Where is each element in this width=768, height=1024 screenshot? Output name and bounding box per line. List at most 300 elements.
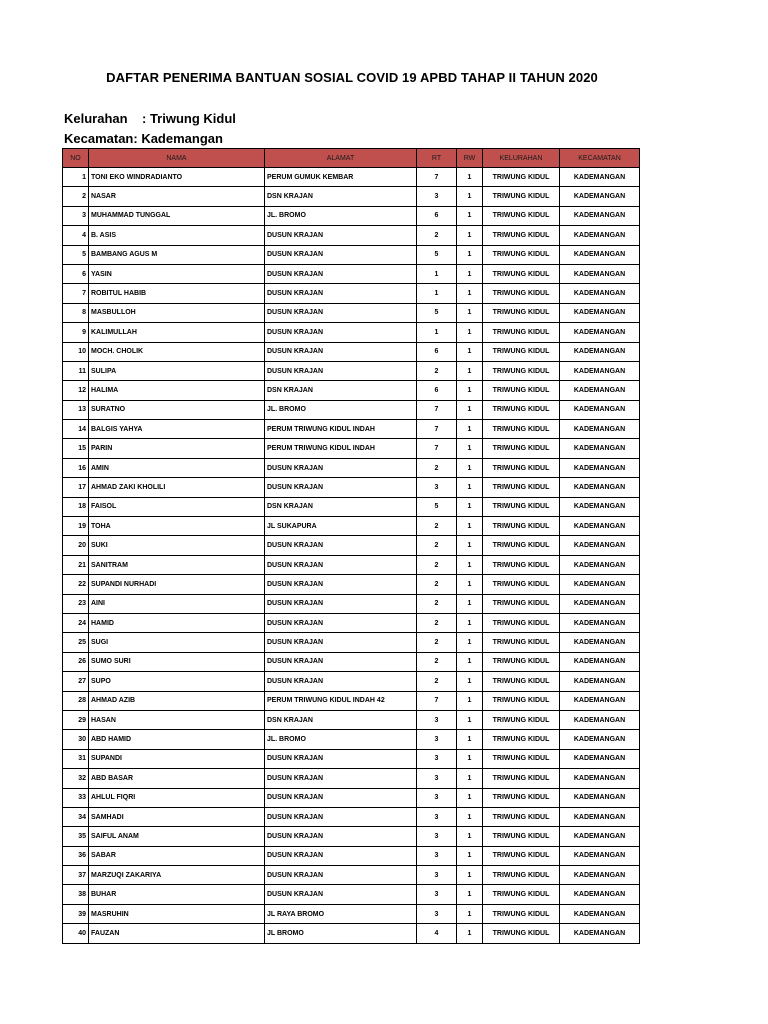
- table-row: [63, 381, 640, 400]
- cell-rw: 1: [457, 187, 483, 206]
- kelurahan-label: Kelurahan: [64, 111, 128, 126]
- cell-no: 33: [63, 788, 89, 807]
- cell-nama: MUHAMMAD TUNGGAL: [89, 206, 265, 225]
- table-row: [63, 807, 640, 826]
- cell-no: 2: [63, 187, 89, 206]
- cell-alamat: JL RAYA BROMO: [265, 904, 417, 923]
- cell-rw: 1: [457, 478, 483, 497]
- cell-no: 6: [63, 264, 89, 283]
- cell-rt: 7: [417, 439, 457, 458]
- table-row: [63, 303, 640, 322]
- cell-rt: 7: [417, 691, 457, 710]
- cell-rt: 1: [417, 323, 457, 342]
- cell-no: 36: [63, 846, 89, 865]
- cell-no: 23: [63, 594, 89, 613]
- cell-alamat: DSN KRAJAN: [265, 187, 417, 206]
- cell-no: 29: [63, 710, 89, 729]
- cell-kelurahan: TRIWUNG KIDUL: [483, 206, 560, 225]
- cell-kelurahan: TRIWUNG KIDUL: [483, 323, 560, 342]
- cell-no: 7: [63, 284, 89, 303]
- cell-kecamatan: KADEMANGAN: [560, 846, 640, 865]
- cell-nama: SUPO: [89, 672, 265, 691]
- recipient-table: [62, 148, 640, 944]
- table-row: [63, 846, 640, 865]
- cell-no: 20: [63, 536, 89, 555]
- cell-rw: 1: [457, 730, 483, 749]
- column-header-alamat: ALAMAT: [265, 149, 417, 168]
- kecamatan-line: [64, 131, 223, 146]
- cell-kecamatan: KADEMANGAN: [560, 517, 640, 536]
- cell-rt: 6: [417, 206, 457, 225]
- cell-alamat: DUSUN KRAJAN: [265, 284, 417, 303]
- cell-nama: KALIMULLAH: [89, 323, 265, 342]
- cell-kecamatan: KADEMANGAN: [560, 400, 640, 419]
- cell-no: 14: [63, 420, 89, 439]
- cell-alamat: JL SUKAPURA: [265, 517, 417, 536]
- cell-alamat: DUSUN KRAJAN: [265, 749, 417, 768]
- cell-kelurahan: TRIWUNG KIDUL: [483, 536, 560, 555]
- cell-rt: 3: [417, 885, 457, 904]
- cell-no: 30: [63, 730, 89, 749]
- cell-kelurahan: TRIWUNG KIDUL: [483, 769, 560, 788]
- cell-kelurahan: TRIWUNG KIDUL: [483, 924, 560, 943]
- cell-kelurahan: TRIWUNG KIDUL: [483, 478, 560, 497]
- cell-rw: 1: [457, 342, 483, 361]
- cell-nama: NASAR: [89, 187, 265, 206]
- cell-rw: 1: [457, 904, 483, 923]
- cell-kelurahan: TRIWUNG KIDUL: [483, 633, 560, 652]
- cell-nama: SUGI: [89, 633, 265, 652]
- cell-alamat: DUSUN KRAJAN: [265, 613, 417, 632]
- cell-kelurahan: TRIWUNG KIDUL: [483, 594, 560, 613]
- cell-kelurahan: TRIWUNG KIDUL: [483, 361, 560, 380]
- cell-rw: 1: [457, 168, 483, 187]
- cell-nama: ROBITUL HABIB: [89, 284, 265, 303]
- cell-rw: 1: [457, 769, 483, 788]
- cell-kecamatan: KADEMANGAN: [560, 594, 640, 613]
- cell-kelurahan: TRIWUNG KIDUL: [483, 168, 560, 187]
- cell-nama: AHMAD AZIB: [89, 691, 265, 710]
- cell-nama: YASIN: [89, 264, 265, 283]
- cell-rt: 6: [417, 381, 457, 400]
- cell-kelurahan: TRIWUNG KIDUL: [483, 613, 560, 632]
- cell-rw: 1: [457, 807, 483, 826]
- table-row: [63, 206, 640, 225]
- cell-alamat: DUSUN KRAJAN: [265, 652, 417, 671]
- cell-rt: 3: [417, 904, 457, 923]
- cell-rw: 1: [457, 594, 483, 613]
- cell-rt: 3: [417, 807, 457, 826]
- cell-rt: 3: [417, 788, 457, 807]
- cell-alamat: JL BROMO: [265, 924, 417, 943]
- cell-alamat: DUSUN KRAJAN: [265, 575, 417, 594]
- table-row: [63, 827, 640, 846]
- cell-rw: 1: [457, 827, 483, 846]
- cell-rt: 3: [417, 478, 457, 497]
- cell-no: 32: [63, 769, 89, 788]
- cell-kecamatan: KADEMANGAN: [560, 672, 640, 691]
- cell-kelurahan: TRIWUNG KIDUL: [483, 517, 560, 536]
- cell-kelurahan: TRIWUNG KIDUL: [483, 672, 560, 691]
- cell-kecamatan: KADEMANGAN: [560, 361, 640, 380]
- cell-nama: BUHAR: [89, 885, 265, 904]
- cell-kelurahan: TRIWUNG KIDUL: [483, 264, 560, 283]
- cell-kelurahan: TRIWUNG KIDUL: [483, 885, 560, 904]
- table-row: [63, 555, 640, 574]
- cell-kecamatan: KADEMANGAN: [560, 730, 640, 749]
- cell-kecamatan: KADEMANGAN: [560, 381, 640, 400]
- cell-alamat: PERUM TRIWUNG KIDUL INDAH: [265, 439, 417, 458]
- cell-rw: 1: [457, 381, 483, 400]
- cell-rw: 1: [457, 420, 483, 439]
- cell-no: 34: [63, 807, 89, 826]
- cell-alamat: DUSUN KRAJAN: [265, 769, 417, 788]
- cell-nama: SUPANDI: [89, 749, 265, 768]
- cell-rt: 3: [417, 710, 457, 729]
- cell-nama: AMIN: [89, 458, 265, 477]
- cell-alamat: JL. BROMO: [265, 206, 417, 225]
- cell-rw: 1: [457, 691, 483, 710]
- cell-nama: FAISOL: [89, 497, 265, 516]
- cell-alamat: DUSUN KRAJAN: [265, 536, 417, 555]
- cell-rt: 7: [417, 400, 457, 419]
- cell-kecamatan: KADEMANGAN: [560, 497, 640, 516]
- cell-nama: HALIMA: [89, 381, 265, 400]
- cell-no: 22: [63, 575, 89, 594]
- cell-rt: 7: [417, 420, 457, 439]
- cell-no: 5: [63, 245, 89, 264]
- cell-no: 8: [63, 303, 89, 322]
- cell-rw: 1: [457, 497, 483, 516]
- cell-rw: 1: [457, 924, 483, 943]
- cell-alamat: DUSUN KRAJAN: [265, 245, 417, 264]
- cell-kecamatan: KADEMANGAN: [560, 226, 640, 245]
- cell-no: 24: [63, 613, 89, 632]
- cell-rt: 3: [417, 866, 457, 885]
- cell-kelurahan: TRIWUNG KIDUL: [483, 827, 560, 846]
- cell-alamat: DUSUN KRAJAN: [265, 458, 417, 477]
- cell-rt: 2: [417, 517, 457, 536]
- cell-alamat: DUSUN KRAJAN: [265, 633, 417, 652]
- column-header-nama: NAMA: [89, 149, 265, 168]
- cell-nama: MOCH. CHOLIK: [89, 342, 265, 361]
- cell-rt: 2: [417, 613, 457, 632]
- cell-nama: SULIPA: [89, 361, 265, 380]
- cell-kelurahan: TRIWUNG KIDUL: [483, 652, 560, 671]
- table-row: [63, 168, 640, 187]
- cell-nama: BAMBANG AGUS M: [89, 245, 265, 264]
- cell-kecamatan: KADEMANGAN: [560, 788, 640, 807]
- cell-nama: MASBULLOH: [89, 303, 265, 322]
- column-header-kelurahan: KELURAHAN: [483, 149, 560, 168]
- cell-alamat: PERUM GUMUK KEMBAR: [265, 168, 417, 187]
- cell-no: 15: [63, 439, 89, 458]
- cell-no: 31: [63, 749, 89, 768]
- cell-no: 28: [63, 691, 89, 710]
- cell-rt: 3: [417, 827, 457, 846]
- cell-rt: 2: [417, 226, 457, 245]
- cell-alamat: DUSUN KRAJAN: [265, 846, 417, 865]
- cell-alamat: DUSUN KRAJAN: [265, 264, 417, 283]
- cell-nama: SANITRAM: [89, 555, 265, 574]
- cell-kelurahan: TRIWUNG KIDUL: [483, 730, 560, 749]
- cell-nama: ABD HAMID: [89, 730, 265, 749]
- cell-nama: AHLUL FIQRI: [89, 788, 265, 807]
- cell-nama: SABAR: [89, 846, 265, 865]
- cell-kelurahan: TRIWUNG KIDUL: [483, 866, 560, 885]
- cell-kecamatan: KADEMANGAN: [560, 439, 640, 458]
- table-row: [63, 226, 640, 245]
- table-row: [63, 517, 640, 536]
- cell-rt: 3: [417, 846, 457, 865]
- cell-rw: 1: [457, 885, 483, 904]
- table-row: [63, 788, 640, 807]
- cell-nama: SAIFUL ANAM: [89, 827, 265, 846]
- cell-nama: B. ASIS: [89, 226, 265, 245]
- cell-rt: 5: [417, 245, 457, 264]
- cell-nama: BALGIS YAHYA: [89, 420, 265, 439]
- cell-rw: 1: [457, 555, 483, 574]
- cell-kecamatan: KADEMANGAN: [560, 458, 640, 477]
- table-row: [63, 904, 640, 923]
- cell-kelurahan: TRIWUNG KIDUL: [483, 710, 560, 729]
- cell-kecamatan: KADEMANGAN: [560, 206, 640, 225]
- cell-rw: 1: [457, 633, 483, 652]
- cell-no: 17: [63, 478, 89, 497]
- cell-no: 16: [63, 458, 89, 477]
- cell-no: 1: [63, 168, 89, 187]
- table-row: [63, 672, 640, 691]
- cell-rt: 2: [417, 672, 457, 691]
- cell-kecamatan: KADEMANGAN: [560, 652, 640, 671]
- cell-alamat: DUSUN KRAJAN: [265, 323, 417, 342]
- cell-rw: 1: [457, 710, 483, 729]
- table-row: [63, 885, 640, 904]
- cell-kelurahan: TRIWUNG KIDUL: [483, 807, 560, 826]
- cell-nama: AINI: [89, 594, 265, 613]
- cell-kelurahan: TRIWUNG KIDUL: [483, 226, 560, 245]
- cell-nama: HAMID: [89, 613, 265, 632]
- cell-kecamatan: KADEMANGAN: [560, 807, 640, 826]
- cell-rt: 1: [417, 284, 457, 303]
- cell-no: 13: [63, 400, 89, 419]
- cell-nama: SUMO SURI: [89, 652, 265, 671]
- cell-no: 18: [63, 497, 89, 516]
- cell-rt: 5: [417, 497, 457, 516]
- cell-kelurahan: TRIWUNG KIDUL: [483, 904, 560, 923]
- cell-alamat: DUSUN KRAJAN: [265, 555, 417, 574]
- table-row: [63, 400, 640, 419]
- cell-nama: FAUZAN: [89, 924, 265, 943]
- cell-nama: SURATNO: [89, 400, 265, 419]
- cell-kelurahan: TRIWUNG KIDUL: [483, 381, 560, 400]
- cell-alamat: DUSUN KRAJAN: [265, 827, 417, 846]
- cell-rt: 2: [417, 536, 457, 555]
- cell-rt: 2: [417, 458, 457, 477]
- cell-rw: 1: [457, 284, 483, 303]
- table-row: [63, 769, 640, 788]
- cell-rt: 7: [417, 168, 457, 187]
- cell-rw: 1: [457, 458, 483, 477]
- cell-rw: 1: [457, 361, 483, 380]
- table-row: [63, 924, 640, 943]
- cell-no: 35: [63, 827, 89, 846]
- cell-alamat: DUSUN KRAJAN: [265, 807, 417, 826]
- table-row: [63, 284, 640, 303]
- table-row: [63, 613, 640, 632]
- cell-rt: 2: [417, 555, 457, 574]
- cell-kecamatan: KADEMANGAN: [560, 536, 640, 555]
- cell-kelurahan: TRIWUNG KIDUL: [483, 458, 560, 477]
- cell-kecamatan: KADEMANGAN: [560, 924, 640, 943]
- cell-kecamatan: KADEMANGAN: [560, 866, 640, 885]
- table-row: [63, 497, 640, 516]
- cell-rw: 1: [457, 575, 483, 594]
- cell-alamat: DUSUN KRAJAN: [265, 226, 417, 245]
- table-row: [63, 536, 640, 555]
- table-row: [63, 633, 640, 652]
- table-row: [63, 594, 640, 613]
- cell-alamat: DUSUN KRAJAN: [265, 672, 417, 691]
- cell-rw: 1: [457, 323, 483, 342]
- cell-no: 26: [63, 652, 89, 671]
- cell-nama: SUPANDI NURHADI: [89, 575, 265, 594]
- cell-kelurahan: TRIWUNG KIDUL: [483, 420, 560, 439]
- table-row: [63, 691, 640, 710]
- cell-kelurahan: TRIWUNG KIDUL: [483, 497, 560, 516]
- cell-rw: 1: [457, 846, 483, 865]
- cell-alamat: JL. BROMO: [265, 400, 417, 419]
- cell-rt: 2: [417, 652, 457, 671]
- cell-no: 40: [63, 924, 89, 943]
- cell-kelurahan: TRIWUNG KIDUL: [483, 555, 560, 574]
- cell-nama: SUKI: [89, 536, 265, 555]
- cell-kecamatan: KADEMANGAN: [560, 284, 640, 303]
- cell-kecamatan: KADEMANGAN: [560, 478, 640, 497]
- cell-kecamatan: KADEMANGAN: [560, 885, 640, 904]
- cell-kecamatan: KADEMANGAN: [560, 187, 640, 206]
- cell-rw: 1: [457, 400, 483, 419]
- table-row: [63, 575, 640, 594]
- cell-alamat: JL. BROMO: [265, 730, 417, 749]
- kecamatan-label: Kecamatan: [64, 131, 134, 146]
- table-row: [63, 458, 640, 477]
- cell-kecamatan: KADEMANGAN: [560, 168, 640, 187]
- cell-kecamatan: KADEMANGAN: [560, 749, 640, 768]
- kecamatan-value: : Kademangan: [133, 131, 223, 146]
- cell-nama: SAMHADI: [89, 807, 265, 826]
- table-row: [63, 361, 640, 380]
- cell-kelurahan: TRIWUNG KIDUL: [483, 245, 560, 264]
- cell-rw: 1: [457, 749, 483, 768]
- cell-alamat: DUSUN KRAJAN: [265, 342, 417, 361]
- cell-rw: 1: [457, 866, 483, 885]
- cell-kecamatan: KADEMANGAN: [560, 691, 640, 710]
- cell-no: 12: [63, 381, 89, 400]
- table-row: [63, 866, 640, 885]
- cell-kecamatan: KADEMANGAN: [560, 303, 640, 322]
- cell-no: 19: [63, 517, 89, 536]
- cell-kelurahan: TRIWUNG KIDUL: [483, 575, 560, 594]
- cell-no: 38: [63, 885, 89, 904]
- cell-kecamatan: KADEMANGAN: [560, 245, 640, 264]
- cell-kelurahan: TRIWUNG KIDUL: [483, 284, 560, 303]
- cell-no: 11: [63, 361, 89, 380]
- cell-rt: 2: [417, 633, 457, 652]
- cell-rt: 3: [417, 749, 457, 768]
- cell-rt: 4: [417, 924, 457, 943]
- cell-rt: 2: [417, 361, 457, 380]
- table-header-row: [63, 149, 640, 168]
- cell-alamat: PERUM TRIWUNG KIDUL INDAH: [265, 420, 417, 439]
- table-row: [63, 439, 640, 458]
- cell-alamat: DUSUN KRAJAN: [265, 788, 417, 807]
- cell-rw: 1: [457, 613, 483, 632]
- cell-kecamatan: KADEMANGAN: [560, 575, 640, 594]
- kelurahan-value: : Triwung Kidul: [142, 111, 236, 126]
- cell-alamat: DUSUN KRAJAN: [265, 866, 417, 885]
- cell-kelurahan: TRIWUNG KIDUL: [483, 749, 560, 768]
- cell-rw: 1: [457, 652, 483, 671]
- cell-nama: PARIN: [89, 439, 265, 458]
- cell-rw: 1: [457, 245, 483, 264]
- kelurahan-line: [64, 111, 236, 126]
- cell-kecamatan: KADEMANGAN: [560, 769, 640, 788]
- cell-kecamatan: KADEMANGAN: [560, 420, 640, 439]
- cell-rw: 1: [457, 536, 483, 555]
- cell-kecamatan: KADEMANGAN: [560, 342, 640, 361]
- cell-kecamatan: KADEMANGAN: [560, 613, 640, 632]
- cell-nama: TONI EKO WINDRADIANTO: [89, 168, 265, 187]
- cell-rw: 1: [457, 206, 483, 225]
- table-row: [63, 478, 640, 497]
- table-row: [63, 652, 640, 671]
- cell-kecamatan: KADEMANGAN: [560, 904, 640, 923]
- cell-no: 9: [63, 323, 89, 342]
- cell-rw: 1: [457, 264, 483, 283]
- cell-rt: 3: [417, 187, 457, 206]
- table-row: [63, 710, 640, 729]
- cell-no: 3: [63, 206, 89, 225]
- cell-rw: 1: [457, 517, 483, 536]
- cell-rt: 3: [417, 730, 457, 749]
- cell-no: 21: [63, 555, 89, 574]
- cell-rt: 2: [417, 575, 457, 594]
- cell-no: 10: [63, 342, 89, 361]
- cell-kecamatan: KADEMANGAN: [560, 633, 640, 652]
- table-row: [63, 245, 640, 264]
- table-row: [63, 187, 640, 206]
- cell-alamat: DUSUN KRAJAN: [265, 303, 417, 322]
- cell-kelurahan: TRIWUNG KIDUL: [483, 691, 560, 710]
- cell-kecamatan: KADEMANGAN: [560, 264, 640, 283]
- cell-alamat: DSN KRAJAN: [265, 710, 417, 729]
- document-title: DAFTAR PENERIMA BANTUAN SOSIAL COVID 19 APBD TAHAP II TAHUN 2020: [106, 70, 598, 85]
- cell-rw: 1: [457, 439, 483, 458]
- cell-kelurahan: TRIWUNG KIDUL: [483, 400, 560, 419]
- cell-alamat: DSN KRAJAN: [265, 497, 417, 516]
- cell-rt: 3: [417, 769, 457, 788]
- cell-kelurahan: TRIWUNG KIDUL: [483, 846, 560, 865]
- cell-alamat: PERUM TRIWUNG KIDUL INDAH 42: [265, 691, 417, 710]
- cell-no: 25: [63, 633, 89, 652]
- cell-nama: TOHA: [89, 517, 265, 536]
- cell-alamat: DUSUN KRAJAN: [265, 478, 417, 497]
- column-header-kecamatan: KECAMATAN: [560, 149, 640, 168]
- table-body: [63, 168, 640, 944]
- cell-kelurahan: TRIWUNG KIDUL: [483, 303, 560, 322]
- cell-kecamatan: KADEMANGAN: [560, 323, 640, 342]
